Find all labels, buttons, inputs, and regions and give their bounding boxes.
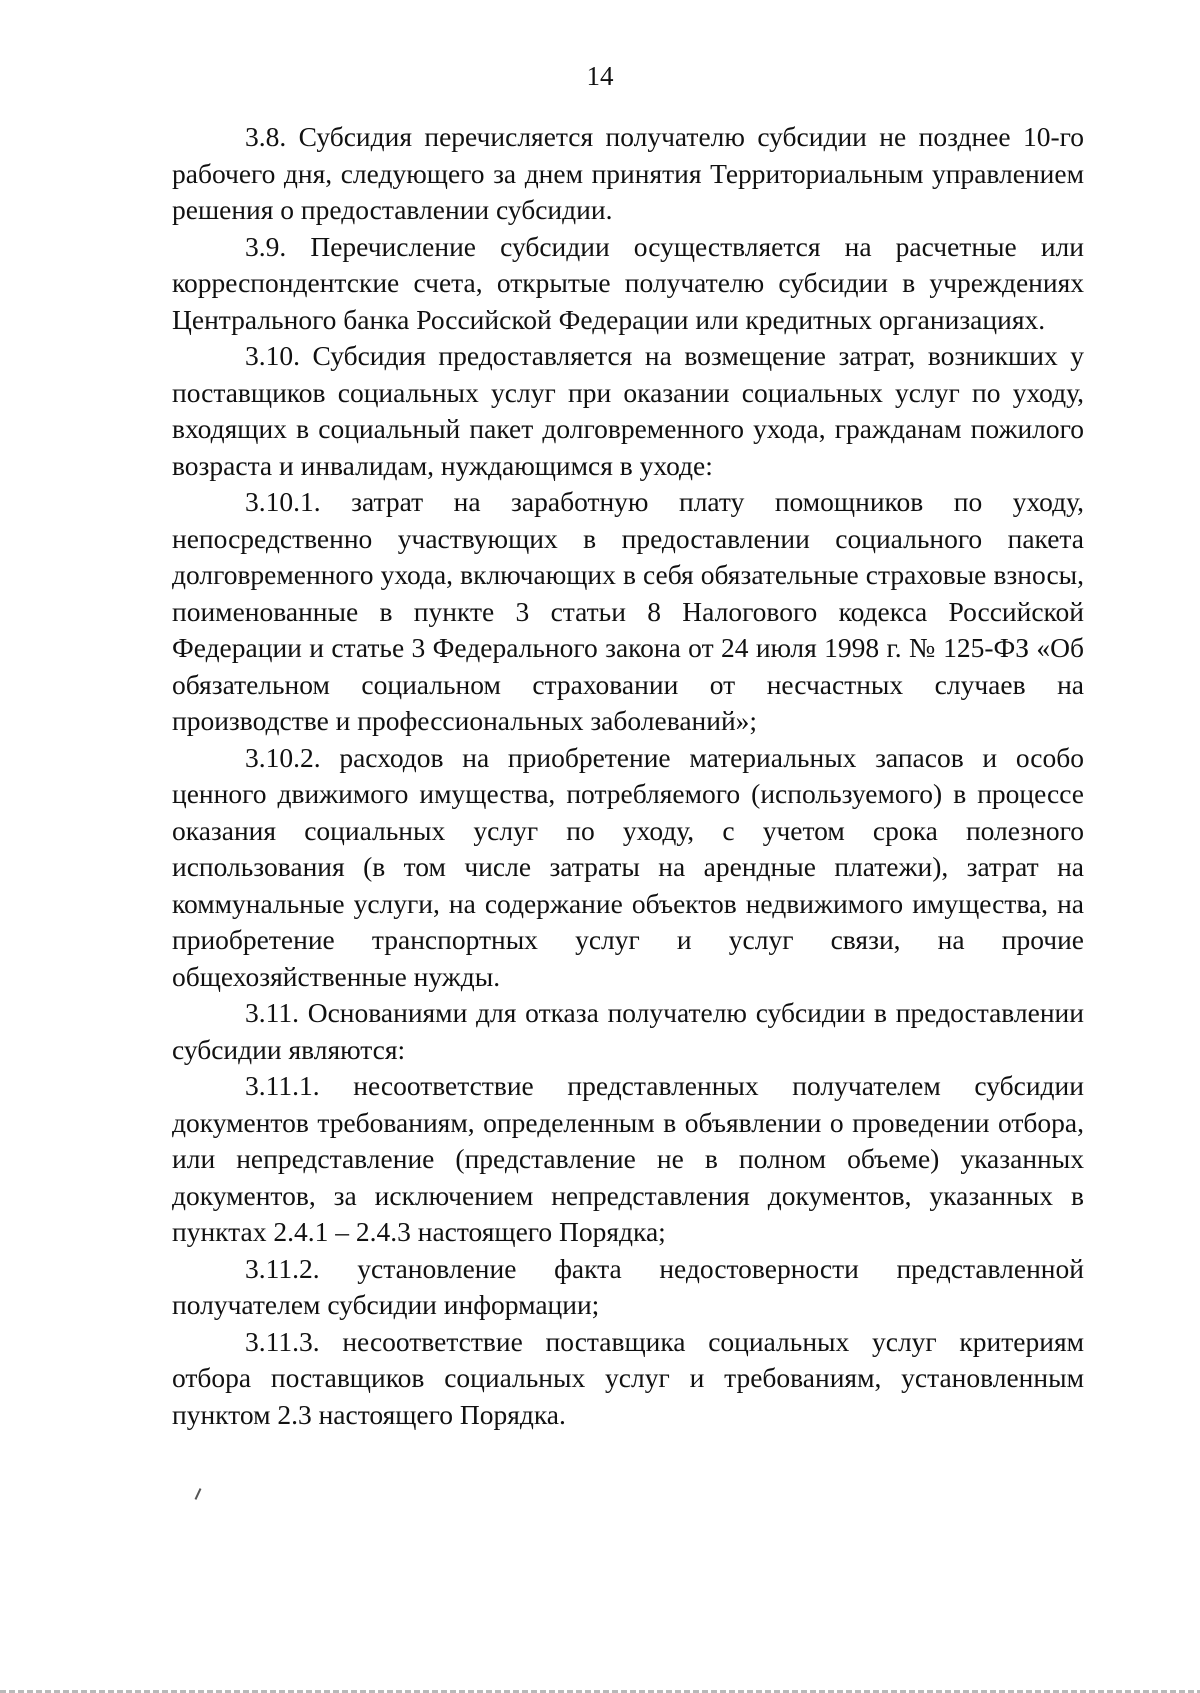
paragraph-3-11-1: 3.11.1. несоответствие представленных получателем субсидии документов требованиям, определенным в объявлении о проведении отбора, или непредставление (представление не в полном объеме) указанных документов, за исключением непредставления документов, указанных в пунктах 2.4.1 – 2.4.3 настоящего Порядка; xyxy=(172,1070,1084,1247)
scan-margin-mark xyxy=(195,1488,202,1500)
paragraph-3-8: 3.8. Субсидия перечисляется получателю субсидии не позднее 10-го рабочего дня, следующего за днем принятия Территориальным управлением решения о предоставлении субсидии. xyxy=(172,121,1084,225)
paragraph-3-10-1: 3.10.1. затрат на заработную плату помощников по уходу, непосредственно участвующих в предоставлении социального пакета долговременного ухода, включающих в себя обязательные страховые взносы, поименованные в пункте 3 статьи 8 Налогового кодекса Российской Федерации и статье 3 Федерального закона от 24 июля 1998 г. № 125-ФЗ «Об обязательном социальном страховании от несчастных случаев на производстве и профессиональных заболеваний»; xyxy=(172,486,1084,736)
paragraph-3-10: 3.10. Субсидия предоставляется на возмещение затрат, возникших у поставщиков социальных услуг при оказании социальных услуг по уходу, входящих в социальный пакет долговременного ухода, гражданам пожилого возраста и инвалидам, нуждающимся в уходе: xyxy=(172,340,1084,481)
paragraph-3-11-3: 3.11.3. несоответствие поставщика социальных услуг критериям отбора поставщиков социальных услуг и требованиям, установленным пунктом 2.3 настоящего Порядка. xyxy=(172,1325,1084,1430)
page-number: 14 xyxy=(586,61,614,91)
paragraph-3-11-2: 3.11.2. установление факта недостоверности представленной получателем субсидии информации; xyxy=(172,1252,1084,1320)
paragraph-3-10-2: 3.10.2. расходов на приобретение материальных запасов и особо ценного движимого имущества, потребляемого (используемого) в процессе оказания социальных услуг по уходу, с учетом срока полезного использования (в том числе затраты на арендные платежи), затрат на коммунальные услуги, на содержание объектов недвижимого имущества, на приобретение транспортных услуг и услуг связи, на прочие общехозяйственные нужды. xyxy=(172,741,1084,992)
paragraph-3-11: 3.11. Основаниями для отказа получателю субсидии в предоставлении субсидии являются: xyxy=(172,997,1084,1065)
paragraph-3-9: 3.9. Перечисление субсидии осуществляется на расчетные или корреспондентские счета, открытые получателю субсидии в учреждениях Центрального банка Российской Федерации или кредитных организациях. xyxy=(172,230,1084,335)
document-body xyxy=(172,119,1084,1433)
